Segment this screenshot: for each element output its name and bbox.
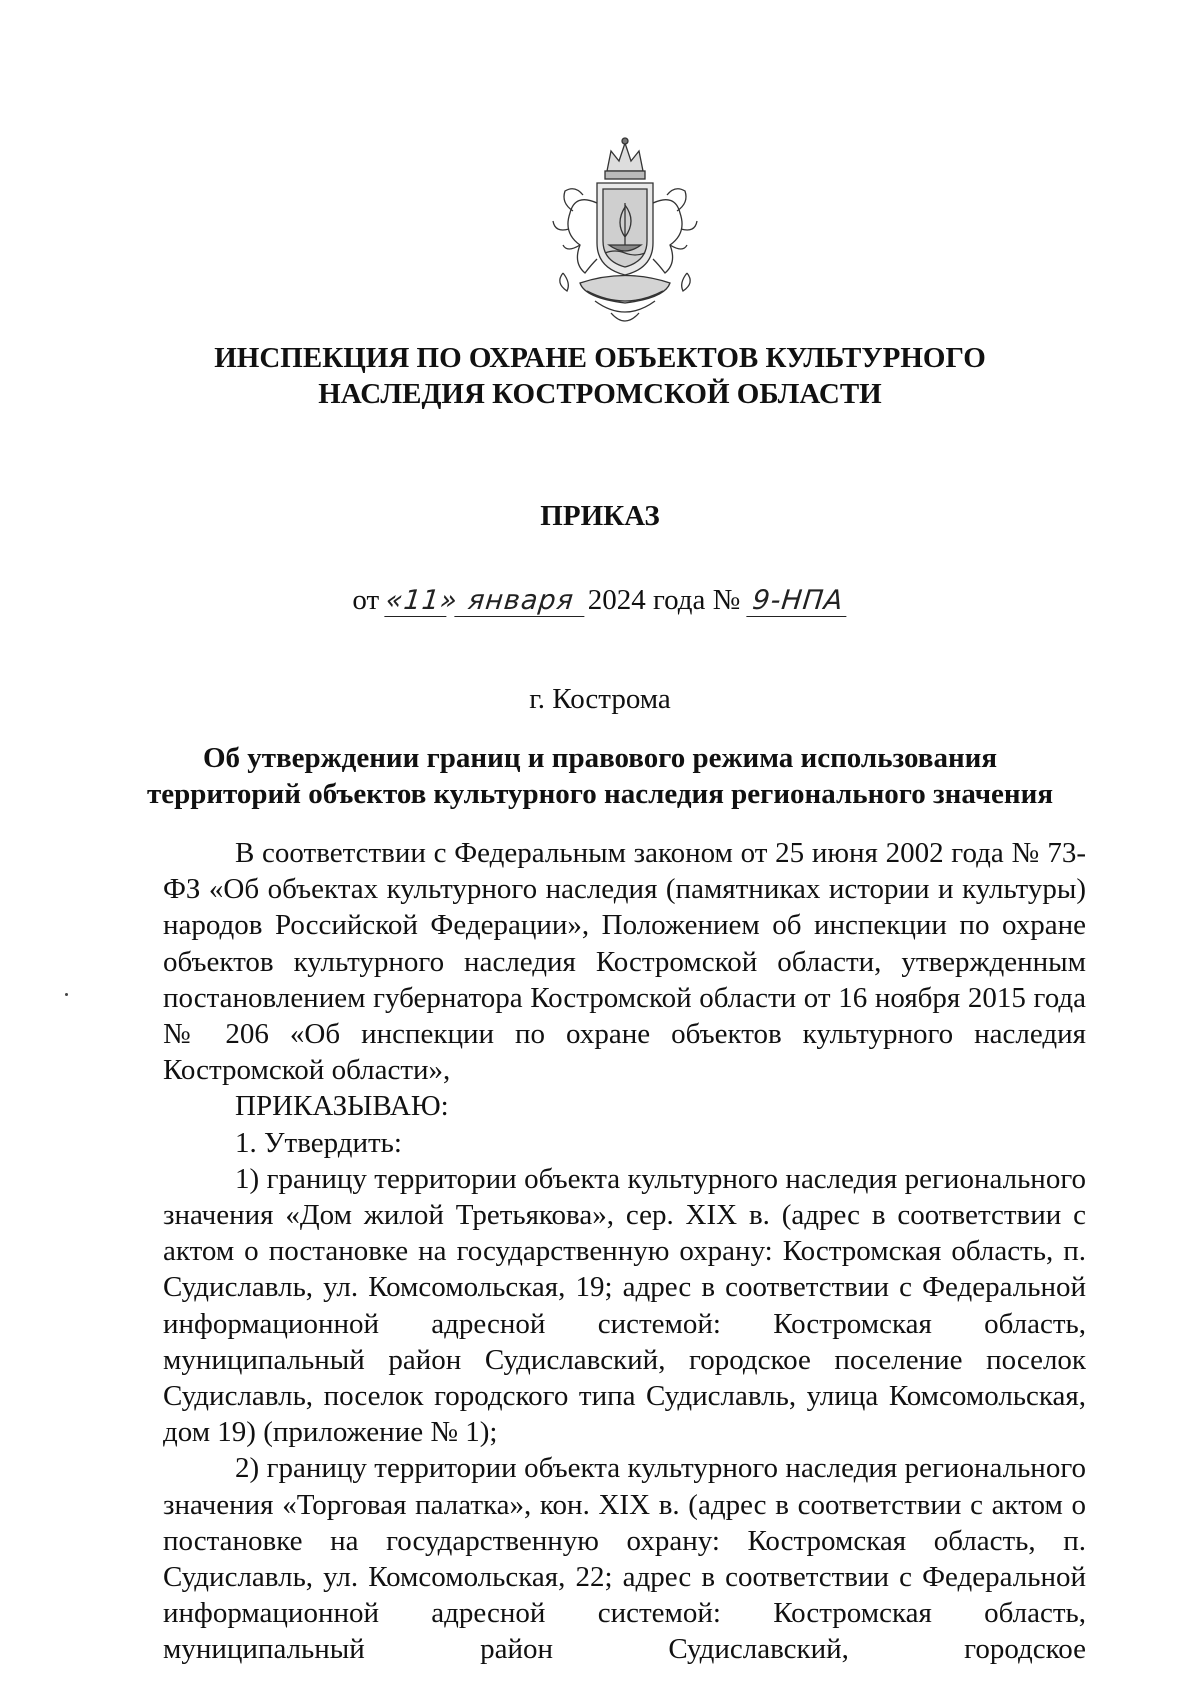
document-body xyxy=(163,835,1086,1668)
subitem-1: 1) границу территории объекта культурного наследия регионального значения «Дом жилой Третьякова», сер. XIX в. (адрес в соответствии с актом о постановке на государственную охрану: Костромская область, п. Судиславль, ул. Комсомольская, 19; адрес в соответствии с Федеральной информационной адресной системой: Костромская область, муниципальный район Судиславский, городское поселение поселок Судиславль, поселок городского типа Судиславль, улица Комсомольская, дом 19) (приложение № 1); xyxy=(163,1162,1086,1449)
preamble-paragraph: В соответствии с Федеральным законом от 25 июня 2002 года № 73-ФЗ «Об объектах культурного наследия (памятниках истории и культуры) народов Российской Федерации», Положением об инспекции по охране объектов культурного наследия Костромской области, утвержденным постановлением губернатора Костромской области от 16 ноября 2015 года № 206 «Об инспекции по охране объектов культурного наследия Костромской области», xyxy=(163,837,1086,1087)
agency-name-line1: ИНСПЕКЦИЯ ПО ОХРАНЕ ОБЪЕКТОВ КУЛЬТУРНОГО xyxy=(214,342,986,374)
order-number-handwritten: 9-НПА xyxy=(746,585,849,617)
coat-of-arms-icon xyxy=(525,133,725,333)
date-year-text: 2024 года № xyxy=(587,584,741,616)
date-month-handwritten: января xyxy=(454,585,587,617)
date-prefix: от xyxy=(352,584,380,616)
subitem-2: 2) границу территории объекта культурного наследия регионального значения «Торговая палатка», кон. XIX в. (адрес в соответствии с актом о постановке на государственную охрану: Костромская область, п. Судиславль, ул. Комсомольская, 22; адрес в соответствии с Федеральной информационной адресной системой: Костромская область, муниципальный район Судиславский, городское xyxy=(163,1452,1086,1666)
item-1: 1. Утвердить: xyxy=(235,1126,402,1159)
agency-name xyxy=(0,340,1200,412)
document-title xyxy=(0,740,1200,812)
document-title-line2: территорий объектов культурного наследия регионального значения xyxy=(146,778,1054,810)
document-title-line1: Об утверждении границ и правового режима использования xyxy=(202,742,998,774)
order-word: ПРИКАЗЫВАЮ: xyxy=(235,1090,449,1123)
scan-speck xyxy=(65,993,68,996)
agency-name-line2: НАСЛЕДИЯ КОСТРОМСКОЙ ОБЛАСТИ xyxy=(318,378,882,410)
city-line: г. Кострома xyxy=(529,683,671,715)
date-line xyxy=(0,584,1200,617)
document-type: ПРИКАЗ xyxy=(540,500,660,532)
date-day-handwritten: «11» xyxy=(384,585,460,616)
